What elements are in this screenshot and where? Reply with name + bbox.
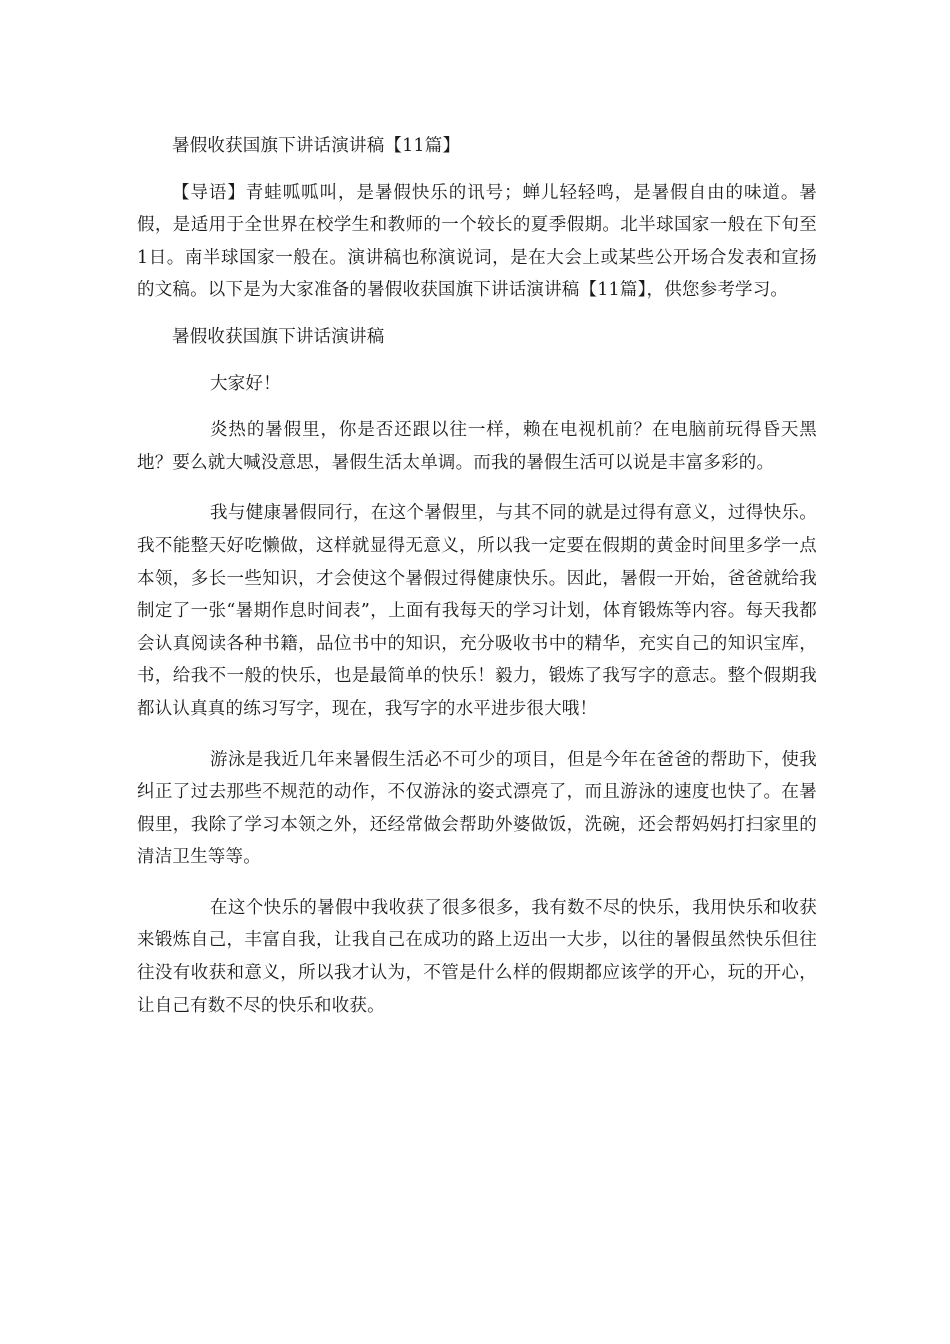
body-paragraph-2: 我与健康暑假同行，在这个暑假里，与其不同的就是过得有意义，过得快乐。我不能整天好吃懒做，这样就显得无意义，所以我一定要在假期的黄金时间里多学一点本领，多长一些知识，才会使这个暑假过得健康快乐。因此，暑假一开始，爸爸就给我制定了一张“暑期作息时间表”，上面有我每天的学习计划，体育锻炼等内容。每天我都会认真阅读各种书籍，品位书中的知识，充分吸收书中的精华，充实自己的知识宝库，书，给我不一般的快乐，也是最简单的快乐！毅力，锻炼了我写字的意志。整个假期我都认认真真的练习写字，现在，我写字的水平进步很大哦！ — [137, 503, 817, 719]
document-body — [137, 130, 817, 1040]
document-title: 暑假收获国旗下讲话演讲稿【11篇】 — [172, 136, 461, 156]
body-paragraph-1: 炎热的暑假里，你是否还跟以往一样，赖在电视机前？在电脑前玩得昏天黑地？要么就大喊没意思，暑假生活太单调。而我的暑假生活可以说是丰富多彩的。 — [137, 420, 817, 473]
speech-subtitle: 暑假收获国旗下讲话演讲稿 — [172, 326, 385, 347]
body-paragraph-3: 游泳是我近几年来暑假生活必不可少的项目，但是今年在爸爸的帮助下，使我纠正了过去那些不规范的动作，不仅游泳的姿式漂亮了，而且游泳的速度也快了。在暑假里，我除了学习本领之外，还经常做会帮助外婆做饭，洗碗，还会帮妈妈打扫家里的清洁卫生等等。 — [137, 749, 817, 868]
greeting-line: 大家好！ — [210, 373, 281, 394]
intro-paragraph: 【导语】青蛙呱呱叫，是暑假快乐的讯号；蝉儿轻轻鸣，是暑假自由的味道。暑假，是适用于全世界在校学生和教师的一个较长的夏季假期。北半球国家一般在下旬至1日。南半球国家一般在。演讲稿也称演说词，是在大会上或某些公开场合发表和宣扬的文稿。以下是为大家准备的暑假收获国旗下讲话演讲稿【11篇】，供您参考学习。 — [137, 182, 817, 301]
body-paragraph-4: 在这个快乐的暑假中我收获了很多很多，我有数不尽的快乐，我用快乐和收获来锻炼自己，丰富自我，让我自己在成功的路上迈出一大步，以往的暑假虽然快乐但往往没有收获和意义，所以我才认为，不管是什么样的假期都应该学的开心，玩的开心，让自己有数不尽的快乐和收获。 — [137, 897, 817, 1016]
